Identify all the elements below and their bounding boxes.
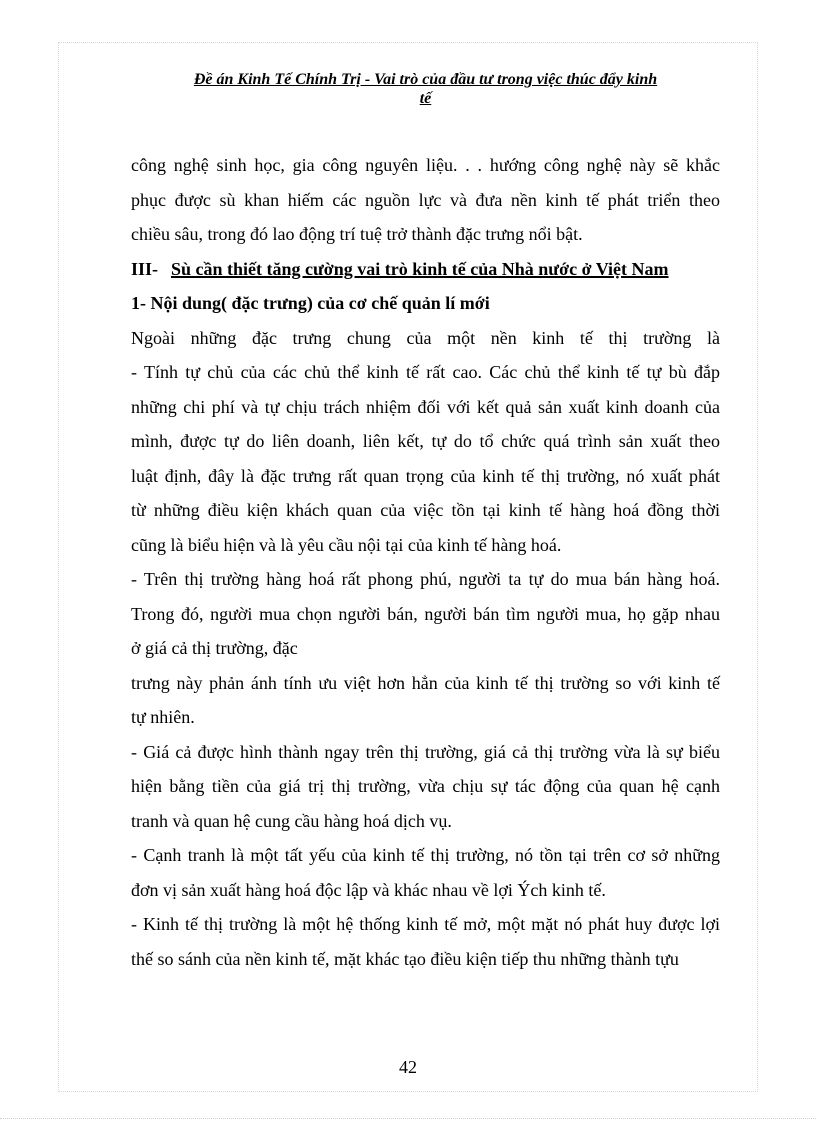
paragraph-line: thế so sánh của nền kinh tế, mặt khác tạo điều kiện tiếp thu những thành tựu	[131, 948, 679, 969]
page-bottom-edge	[0, 1118, 816, 1119]
paragraph-line: - Trên thị trường hàng hoá rất phong phú, người ta tự do mua bán hàng hoá.	[131, 569, 720, 589]
paragraph-line: từ những điều kiện khách quan của việc tồn tại kinh tế hàng hoá đồng thời	[131, 500, 720, 520]
paragraph-line: công nghệ sinh học, gia công nguyên liệu. . . hướng công nghệ này sẽ khắc	[131, 155, 720, 175]
paragraph-line: luật định, đây là đặc trưng rất quan trọng của kinh tế thị trường, nó xuất phát	[131, 465, 720, 486]
paragraph-line: Ngoài những đặc trưng chung của một nền kinh tế thị trường là	[131, 327, 720, 348]
subsection-heading: 1- Nội dung( đặc trưng) của cơ chế quản lí mới	[131, 293, 490, 313]
paragraph-line: mình, được tự do liên doanh, liên kết, tự do tổ chức quá trình sản xuất theo	[131, 431, 720, 451]
document-body	[131, 148, 720, 976]
paragraph-line: cũng là biểu hiện và là yêu cầu nội tại của kinh tế hàng hoá.	[131, 534, 562, 555]
paragraph-line: ở giá cả thị trường, đặc	[131, 638, 298, 658]
section-heading	[131, 252, 720, 287]
paragraph-line: - Giá cả được hình thành ngay trên thị trường, giá cả thị trường vừa là sự biểu	[131, 741, 720, 762]
section-number: III-	[131, 258, 159, 279]
paragraph-line: tự nhiên.	[131, 707, 195, 727]
paragraph-line: - Cạnh tranh là một tất yếu của kinh tế thị trường, nó tồn tại trên cơ sở những	[131, 845, 720, 865]
paragraph-line: phục được sù khan hiếm các nguồn lực và đưa nền kinh tế phát triển theo	[131, 189, 720, 210]
paragraph-line: những chi phí và tự chịu trách nhiệm đối với kết quả sản xuất kinh doanh của	[131, 396, 720, 417]
paragraph-line: hiện bằng tiền của giá trị thị trường, vừa chịu sự tác động của quan hệ cạnh	[131, 776, 720, 796]
paragraph-line: - Kinh tế thị trường là một hệ thống kinh tế mở, một mặt nó phát huy được lợi	[131, 914, 720, 934]
section-title: Sù cần thiết tăng cường vai trò kinh tế của Nhà nước ở Việt Nam	[171, 258, 669, 279]
header-line-2: tế	[419, 90, 432, 107]
paragraph-line: trưng này phản ánh tính ưu việt hơn hẳn của kinh tế thị trường so với kinh tế	[131, 672, 720, 693]
paragraph-line: chiều sâu, trong đó lao động trí tuệ trở thành đặc trưng nổi bật.	[131, 224, 583, 244]
paragraph-line: đơn vị sản xuất hàng hoá độc lập và khác nhau về lợi Ých kinh tế.	[131, 879, 606, 900]
running-header	[131, 70, 720, 108]
page-number: 42	[399, 1057, 417, 1077]
header-line-1: Đề án Kinh Tế Chính Trị - Vai trò của đầu tư trong việc thúc đẩy kinh	[193, 71, 658, 88]
paragraph-line: tranh và quan hệ cung cầu hàng hoá dịch vụ.	[131, 810, 452, 831]
paragraph-line: - Tính tự chủ của các chủ thể kinh tế rất cao. Các chủ thể kinh tế tự bù đắp	[131, 362, 720, 382]
paragraph-line: Trong đó, người mua chọn người bán, người bán tìm người mua, họ gặp nhau	[131, 603, 720, 624]
